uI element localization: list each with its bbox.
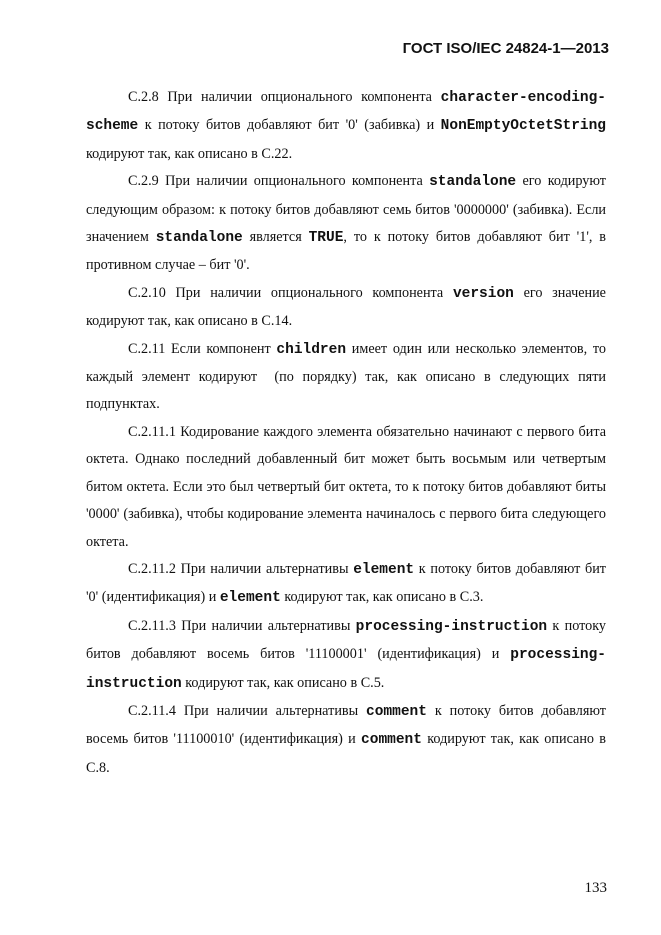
- text-run: кодируют так, как описано в С.5.: [181, 674, 385, 691]
- paragraph-c-2-10: [86, 280, 610, 336]
- code-term: character-encoding-scheme: [86, 90, 606, 135]
- text-run: к потоку битов добавляют восемь битов '11100010' (идентификация) и: [86, 702, 610, 748]
- paragraph-c-2-11-3: [86, 613, 610, 698]
- code-term: comment: [361, 732, 422, 749]
- code-term: processing-instruction: [86, 647, 606, 692]
- text-run: кодируют так, как описано в С.8.: [86, 731, 610, 776]
- text-run: С.2.11.3 При наличии альтернативы: [128, 617, 356, 634]
- text-run: его кодируют следующим образом: к потоку битов добавляют семь битов '0000000' (забивка). Если значением: [86, 173, 614, 246]
- code-term: standalone: [429, 174, 517, 191]
- paragraph-c-2-11: [86, 336, 610, 419]
- paragraph-c-2-11-4: [86, 698, 610, 782]
- text-run: к потоку битов добавляют восемь битов '11100001' (идентификация) и: [86, 617, 610, 663]
- text-run: к потоку битов добавляют бит '0' (идентификация) и: [86, 560, 610, 606]
- text-run: С.2.8 При наличии опционального компонента: [128, 89, 441, 105]
- code-term: NonEmptyOctetString: [440, 118, 606, 135]
- code-term: comment: [366, 703, 427, 720]
- text-run: , то к потоку битов добавляют бит '1', в противном случае – бит '0'.: [86, 229, 610, 274]
- paragraph-c-2-8: [86, 84, 610, 168]
- text-run: С.2.9 При наличии опционального компонента: [128, 173, 430, 190]
- text-run: его значение кодируют так, как описано в С.14.: [86, 284, 610, 330]
- paragraph-c-2-11-2: [86, 556, 610, 613]
- text-run: имеет один или несколько элементов, то каждый элемент кодируют (по порядку) так, как описано в следующих пяти подпунктах.: [86, 340, 610, 413]
- code-term: processing-instruction: [355, 618, 548, 635]
- page-number: 133: [584, 880, 607, 896]
- code-term: element: [353, 561, 415, 578]
- page-header-title: ГОСТ ISO/IEC 24824-1—2013: [402, 40, 609, 57]
- text-run: кодируют так, как описано в С.3.: [280, 589, 484, 606]
- text-run: С.2.11.4 При наличии альтернативы: [128, 702, 367, 719]
- text-run: С.2.11 Если компонент: [128, 340, 277, 357]
- text-run: к потоку битов добавляют бит '0' (забивка) и: [138, 117, 441, 134]
- text-run: С.2.11.1 Кодирование каждого элемента обязательно начинают с первого бита октета. Однако последний добавленный бит может быть восьмым или четвертым битом октета. Если это был четвертый бит октета, то к потоку битов добавляют биты '0000' (забивка), чтобы кодирование элемента начиналось с первого бита следующего октета.: [86, 423, 610, 550]
- code-term: standalone: [155, 230, 243, 247]
- code-term: TRUE: [308, 230, 344, 247]
- code-term: children: [276, 341, 347, 358]
- document-body: [86, 84, 614, 782]
- paragraph-c-2-11-1: [86, 419, 610, 556]
- text-run: является: [242, 229, 309, 246]
- text-run: С.2.11.2 При наличии альтернативы: [128, 560, 354, 577]
- text-run: С.2.10 При наличии опционального компонента: [128, 284, 453, 301]
- text-run: кодируют так, как описано в С.22.: [86, 117, 610, 162]
- code-term: element: [219, 590, 281, 607]
- code-term: version: [452, 285, 514, 302]
- paragraph-c-2-9: [86, 168, 614, 280]
